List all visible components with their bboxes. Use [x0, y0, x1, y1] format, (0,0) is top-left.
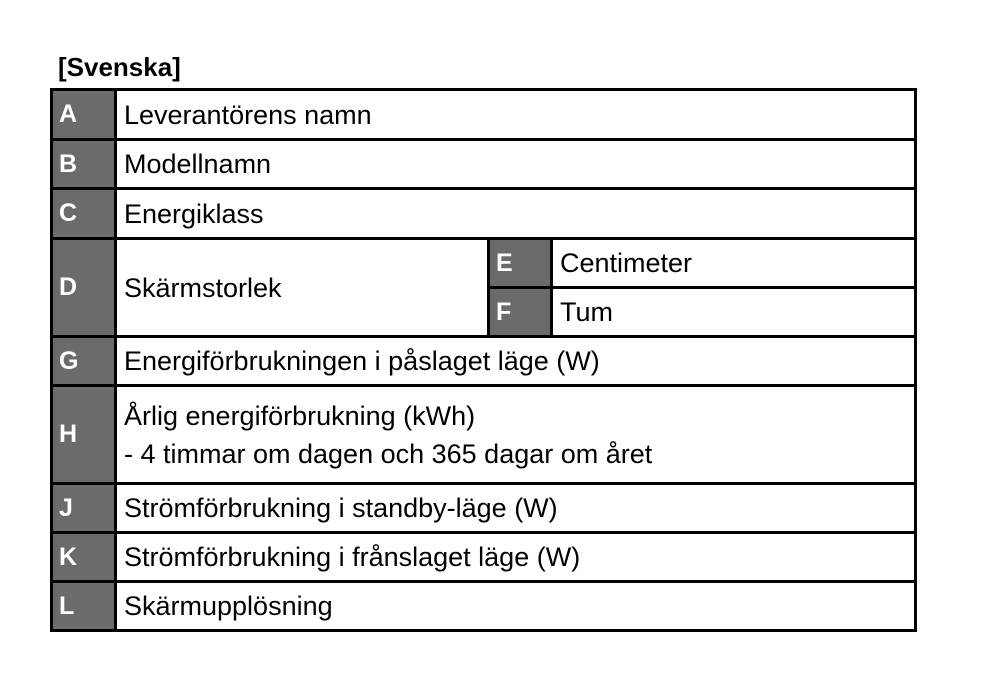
table-row [52, 582, 916, 631]
energy-class-label: Energiklass [116, 189, 916, 239]
centimeter-label: Centimeter [552, 239, 916, 288]
inch-label: Tum [552, 288, 916, 337]
on-mode-power-label: Energiförbrukningen i påslaget läge (W) [116, 337, 916, 386]
key-cell-b: B [52, 140, 116, 189]
supplier-name-label: Leverantörens namn [116, 90, 916, 140]
key-cell-l: L [52, 582, 116, 631]
label-legend-table [50, 88, 917, 632]
model-name-label: Modellnamn [116, 140, 916, 189]
table-row [52, 239, 916, 288]
table-row [52, 189, 916, 239]
key-cell-h: H [52, 386, 116, 484]
annual-energy-basis: - 4 timmar om dagen och 365 dagar om året [124, 438, 653, 469]
key-cell-e: E [489, 239, 552, 288]
key-cell-c: C [52, 189, 116, 239]
screen-resolution-label: Skärmupplösning [116, 582, 916, 631]
key-cell-k: K [52, 533, 116, 582]
section-heading: [Svenska] [58, 52, 181, 82]
table-row [52, 337, 916, 386]
key-cell-f: F [489, 288, 552, 337]
off-mode-power-label: Strömförbrukning i frånslaget läge (W) [116, 533, 916, 582]
key-cell-j: J [52, 484, 116, 533]
annual-energy-title: Årlig energiförbrukning (kWh) [124, 400, 476, 431]
annual-energy-label [116, 386, 916, 484]
key-cell-a: A [52, 90, 116, 140]
table-row [52, 386, 916, 484]
key-cell-g: G [52, 337, 116, 386]
table-row [52, 140, 916, 189]
key-cell-d: D [52, 239, 116, 337]
table-row [52, 90, 916, 140]
table-row [52, 533, 916, 582]
screen-size-label: Skärmstorlek [116, 239, 489, 337]
standby-power-label: Strömförbrukning i standby-läge (W) [116, 484, 916, 533]
table-row [52, 484, 916, 533]
